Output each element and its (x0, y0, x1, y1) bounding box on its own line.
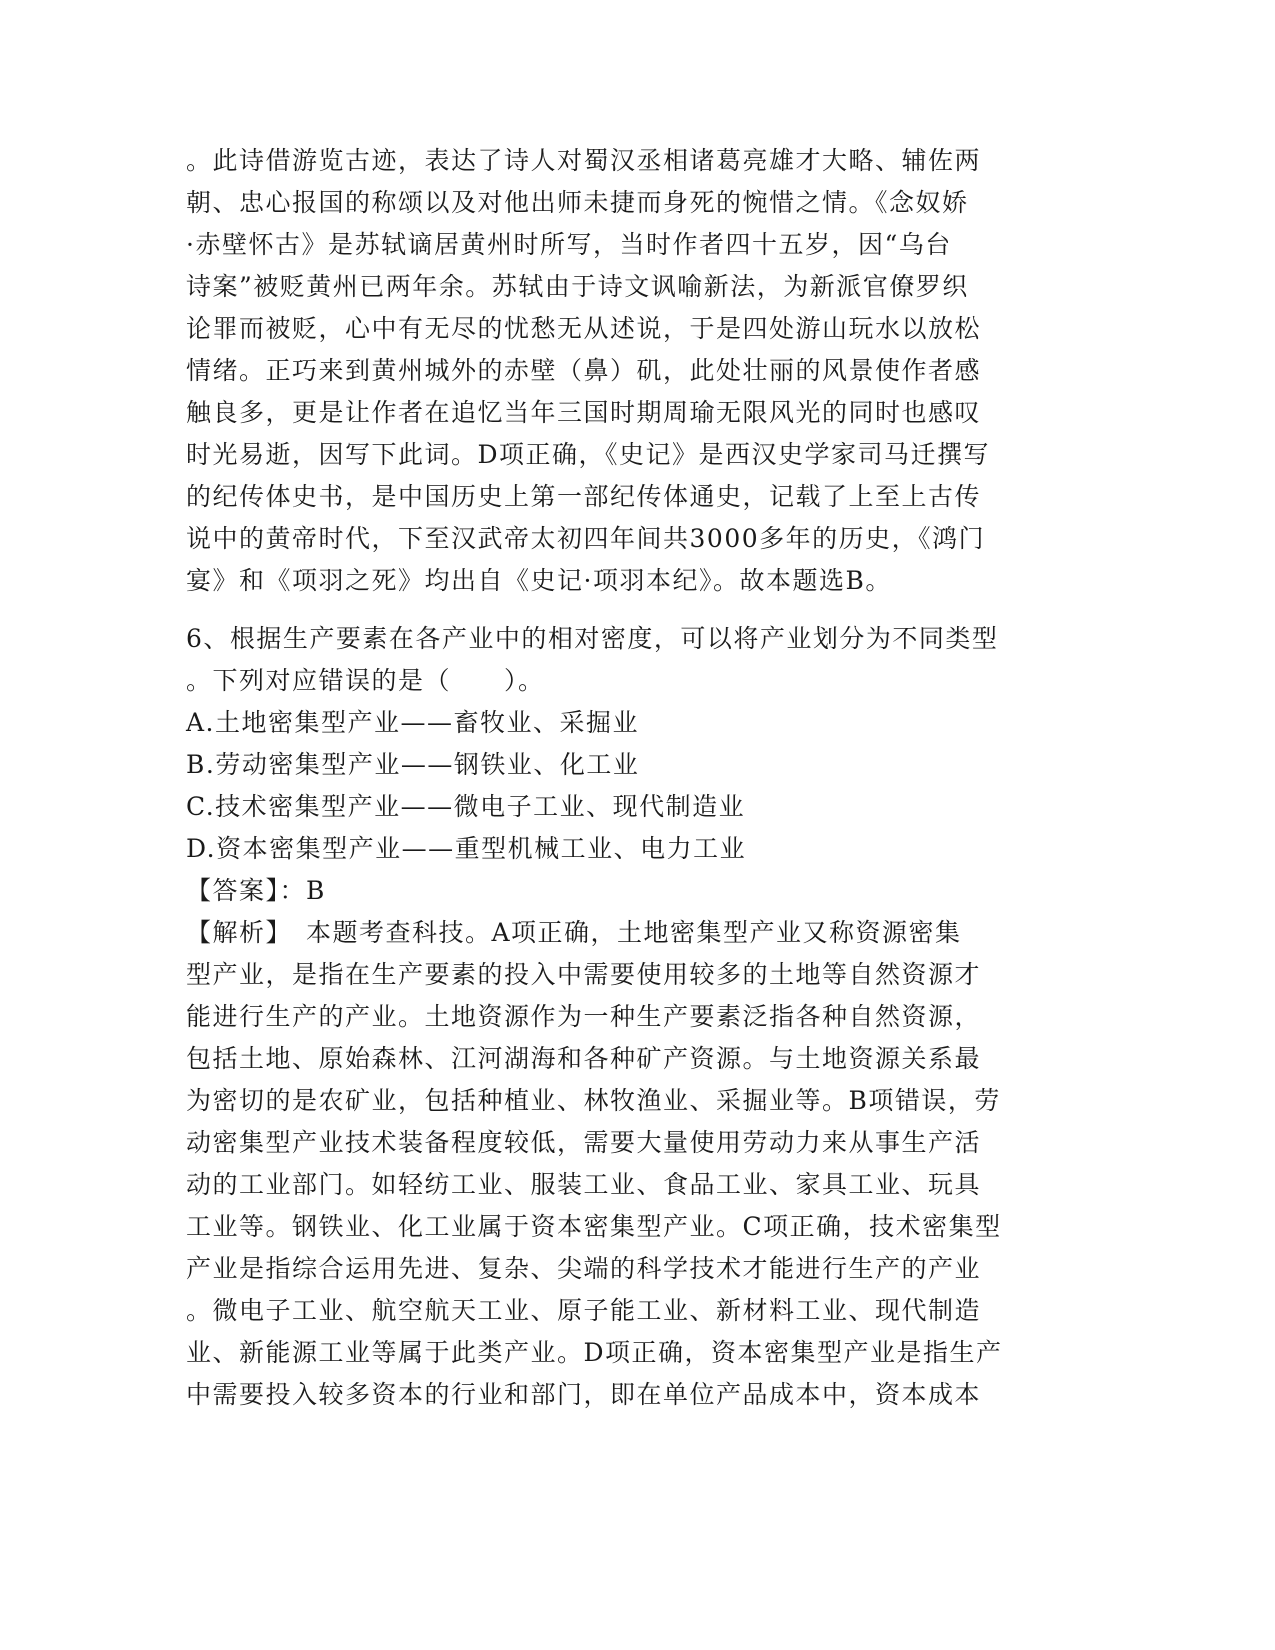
option-b: B.劳动密集型产业——钢铁业、化工业 (186, 750, 640, 779)
text-line: 诗案”被贬黄州已两年余。苏轼由于诗文讽喻新法，为新派官僚罗织 (186, 272, 969, 301)
option-d: D.资本密集型产业——重型机械工业、电力工业 (186, 834, 747, 863)
text-line: 动的工业部门。如轻纺工业、服装工业、食品工业、家具工业、玩具 (186, 1170, 982, 1199)
option-a: A.土地密集型产业——畜牧业、采掘业 (186, 708, 640, 737)
text-line: ·赤壁怀古》是苏轼谪居黄州时所写，当时作者四十五岁，因“乌台 (186, 230, 952, 259)
text-line: 业、新能源工业等属于此类产业。D项正确，资本密集型产业是指生产 (186, 1338, 1003, 1367)
text-line: 包括土地、原始森林、江河湖海和各种矿产资源。与土地资源关系最 (186, 1044, 982, 1073)
text-line: 动密集型产业技术装备程度较低，需要大量使用劳动力来从事生产活 (186, 1128, 982, 1157)
answer-label: 【答案】：B (186, 876, 326, 905)
text-line: 宴》和《项羽之死》均出自《史记·项羽本纪》。故本题选B。 (186, 566, 892, 595)
text-line: 工业等。钢铁业、化工业属于资本密集型产业。C项正确，技术密集型 (186, 1212, 1002, 1241)
option-c: C.技术密集型产业——微电子工业、现代制造业 (186, 792, 746, 821)
text-line: 说中的黄帝时代，下至汉武帝太初四年间共3000多年的历史，《鸿门 (186, 524, 986, 553)
text-line: 时光易逝，因写下此词。D项正确，《史记》是西汉史学家司马迁撰写 (186, 440, 991, 469)
text-line: 为密切的是农矿业，包括种植业、林牧渔业、采掘业等。B项错误，劳 (186, 1086, 1001, 1115)
text-line: 朝、忠心报国的称颂以及对他出师未捷而身死的惋惜之情。《念奴娇 (186, 188, 969, 217)
text-line: 。此诗借游览古迹，表达了诗人对蜀汉丞相诸葛亮雄才大略、辅佐两 (186, 146, 982, 175)
text-line: 的纪传体史书，是中国历史上第一部纪传体通史，记载了上至上古传 (186, 482, 982, 511)
text-line: 。微电子工业、航空航天工业、原子能工业、新材料工业、现代制造 (186, 1296, 982, 1325)
text-line: 触良多，更是让作者在追忆当年三国时期周瑜无限风光的同时也感叹 (186, 398, 982, 427)
text-line: 【解析】 本题考查科技。A项正确，土地密集型产业又称资源密集 (186, 918, 962, 947)
text-line: 论罪而被贬，心中有无尽的忧愁无从述说，于是四处游山玩水以放松 (186, 314, 982, 343)
text-line: 中需要投入较多资本的行业和部门，即在单位产品成本中，资本成本 (186, 1380, 982, 1409)
text-line: 产业是指综合运用先进、复杂、尖端的科学技术才能进行生产的产业 (186, 1254, 982, 1283)
text-line: 能进行生产的产业。土地资源作为一种生产要素泛指各种自然资源， (186, 1002, 982, 1031)
question-stem: 6、根据生产要素在各产业中的相对密度，可以将产业划分为不同类型 (186, 624, 999, 653)
question-stem: 。下列对应错误的是（ ）。 (186, 666, 545, 695)
text-line: 情绪。正巧来到黄州城外的赤壁（鼻）矶，此处壮丽的风景使作者感 (186, 356, 982, 385)
text-line: 型产业，是指在生产要素的投入中需要使用较多的土地等自然资源才 (186, 960, 982, 989)
